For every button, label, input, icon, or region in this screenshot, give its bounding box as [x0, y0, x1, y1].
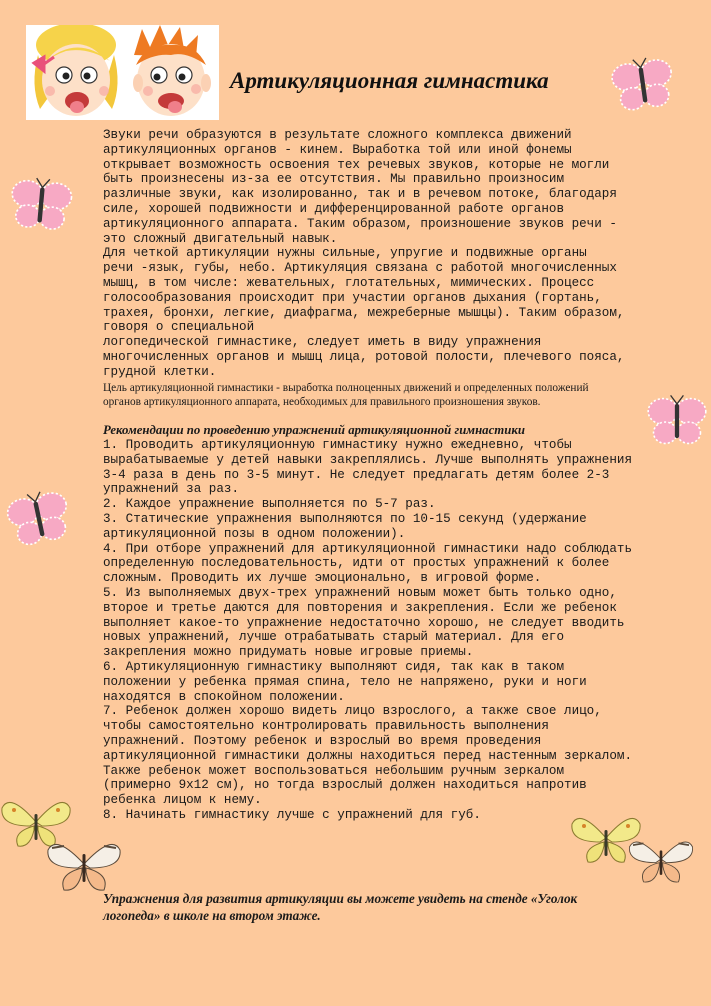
goal-text: Цель артикуляционной гимнастики - выработка полноценных движений и определенных положений органов артикуляционного аппарата, необходимых для правильного произношения звуков.	[103, 382, 589, 408]
boy-face-icon	[133, 25, 211, 116]
pink-butterfly-icon	[645, 392, 709, 450]
pink-butterfly-icon	[610, 56, 676, 114]
girl-face-icon	[34, 25, 118, 116]
recommendations-list: 1. Проводить артикуляционную гимнастику нужно ежедневно, чтобы вырабатываемые у детей навыки закреплялись. Лучше выполнять упражнения 3-4 раза в день по 3-5 минут. Не следует предлагать детям более 2-3 упражнений за раз. 2. Каждое упражнение выполняется по 5-7 раз. 3. Статические упражнения выполняются по 10-15 секунд (удержание артикуляционной позы в одном положении). 4. При отборе упражнений для артикуляционной гимнастики надо соблюдать определенную последовательность, идти от простых упражнений к более сложным. Проводить их лучше эмоционально, в игровой форме. 5. Из выполняемых двух-трех упражнений новым может быть только одно, второе и третье даются для повторения и закрепления. Если же ребенок выполняет какое-то упражнение недостаточно хорошо, не следует вводить новых упражнений, лучше отрабатывать старый материал. Для его закрепления можно придумать новые игровые приемы. 6. Артикуляционную гимнастику выполняют сидя, так как в таком положении у ребенка прямая спина, тело не напряжено, руки и ноги находятся в спокойном положении. 7. Ребенок должен хорошо видеть лицо взрослого, а также свое лицо, чтобы самостоятельно контролировать правильность выполнения упражнений. Поэтому ребенок и взрослый во время проведения артикуляционной гимнастики должны находиться перед настенным зеркалом. Также ребенок может воспользоваться небольшим ручным зеркалом (примерно 9х12 см), но тогда взрослый должен находиться напротив ребенка лицом к нему. 8. Начинать гимнастику лучше с упражнений для губ.	[103, 438, 633, 822]
white-butterfly-icon	[626, 832, 696, 888]
page-title: Артикуляционная гимнастика	[230, 68, 549, 93]
kids-illustration	[26, 25, 219, 120]
pink-butterfly-icon	[8, 176, 74, 234]
pink-butterfly-icon	[6, 490, 72, 548]
footer-note: Упражнения для развития артикуляции вы можете увидеть на стенде «Уголок логопеда» в школе на втором этаже.	[103, 891, 578, 923]
intro-text: Звуки речи образуются в результате сложного комплекса движений артикуляционных органов - кинем. Выработка той или иной фонемы открывает возможность освоения тех речевых звуков, которые не могли быть произнесены из-за ее отсутствия. Мы правильно произносим различные звуки, как изолированно, так и в речевом потоке, благодаря силе, хорошей подвижности и дифференцированной работе органов артикуляционного аппарата. Таким образом, произношение звуков речи - это сложный двигательный навык. Для четкой артикуляции нужны сильные, упругие и подвижные органы речи -язык, губы, небо. Артикуляция связана с работой многочисленных мышц, в том числе: жевательных, глотательных, мимических. Процесс голосообразования происходит при участии органов дыхания (гортань, трахея, бронхи, легкие, диафрагма, межреберные мышцы). Таким образом, говоря о специальной логопедической гимнастике, следует иметь в виду упражнения многочисленных органов и мышц лица, ротовой полости, плечевого пояса, грудной клетки.	[103, 128, 625, 379]
recommendations-heading: Рекомендации по проведению упражнений артикуляционной гимнастики	[103, 423, 525, 437]
white-butterfly-icon	[44, 836, 124, 894]
